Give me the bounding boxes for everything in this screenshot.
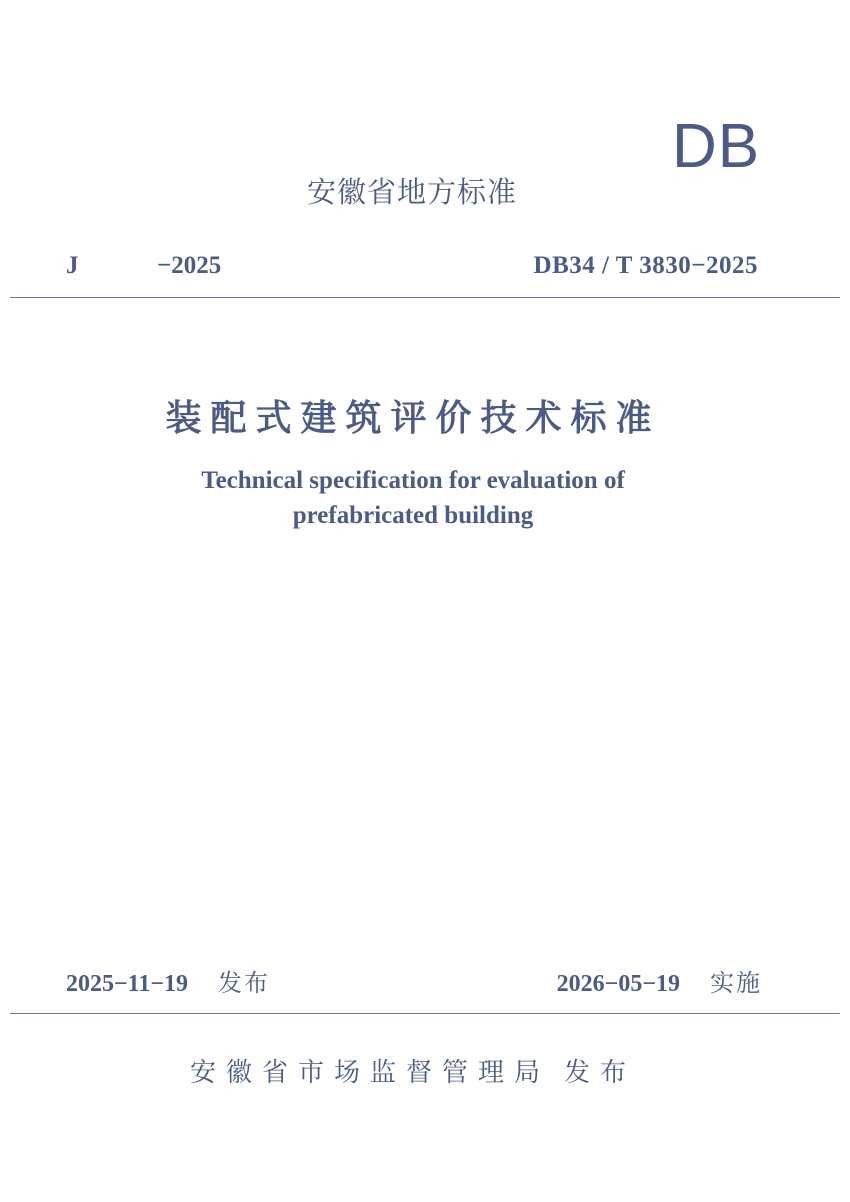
title-chinese: 装配式建筑评价技术标准 [165,398,661,439]
issue-date: 2025−11−19 [66,971,189,997]
implement-date-block [557,966,762,1001]
issuer-issue-label: 发布 [564,1058,637,1088]
issue-date-block [66,966,270,1001]
publisher-line [0,1054,826,1092]
db-logo: DB [672,112,761,181]
standard-number: DB34 / T 3830−2025 [533,252,758,279]
implement-date: 2026−05−19 [556,971,680,997]
standard-category: 安徽省地方标准 [306,175,517,209]
issue-label: 发布 [218,969,271,997]
bottom-divider [10,1013,840,1014]
title-english [0,463,826,533]
issuer-name: 安徽省市场监督管理局 [189,1058,550,1088]
title-english-line2: prefabricated building [292,502,534,529]
top-divider [10,297,840,298]
filing-year: −2025 [157,252,222,279]
filing-prefix: J [66,252,79,279]
implement-label: 实施 [710,969,762,997]
title-english-line1: Technical specification for evaluation of [201,467,625,494]
